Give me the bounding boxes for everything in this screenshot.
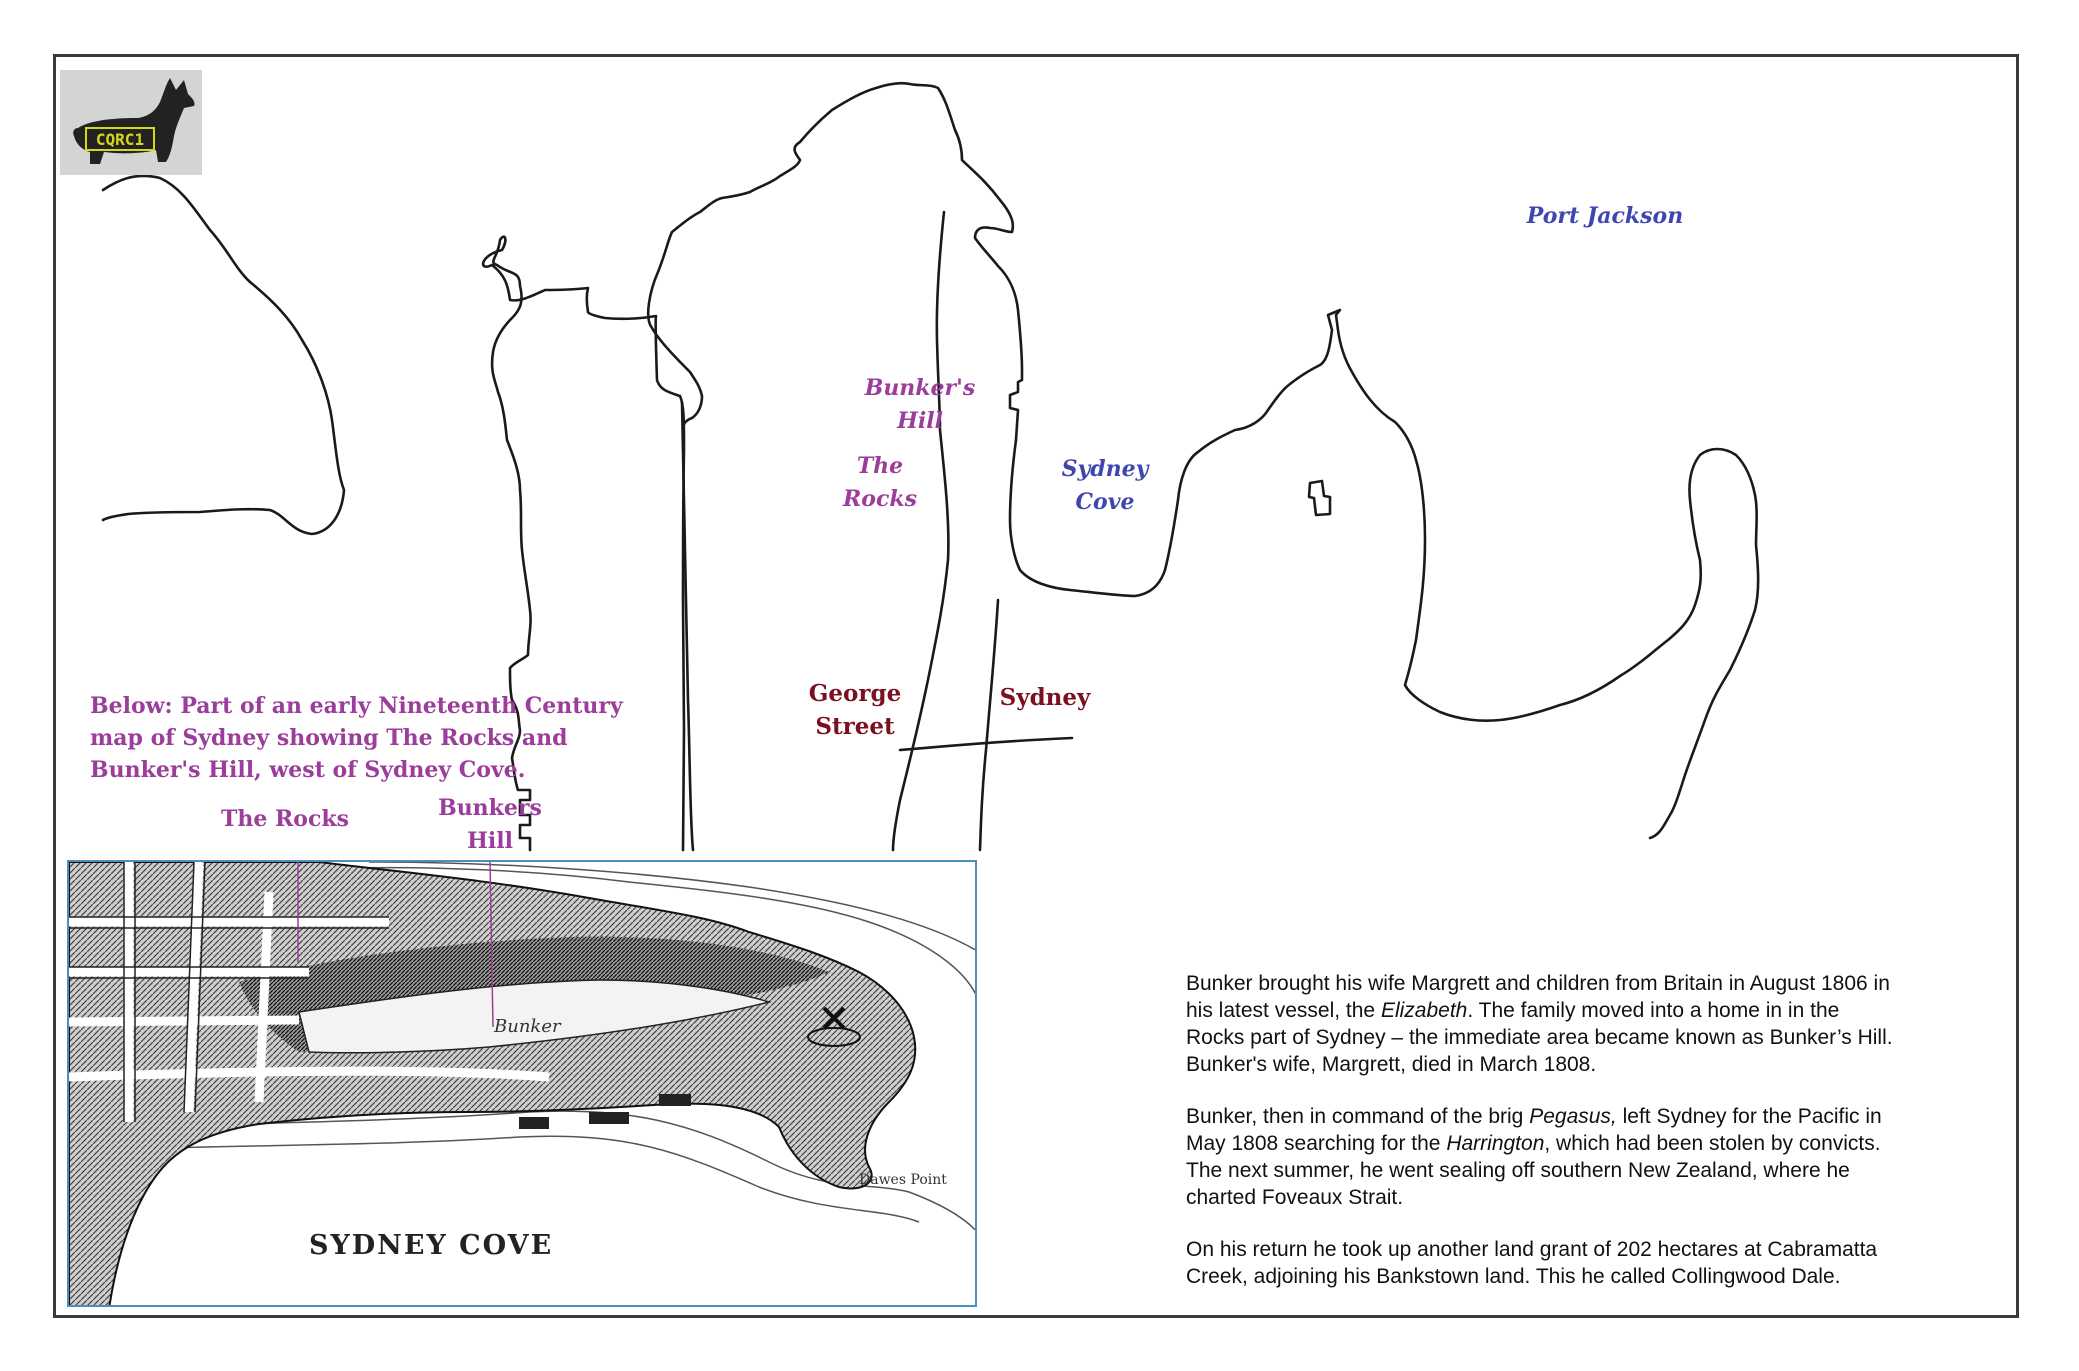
sydney-cove-label: Sydney Cove: [1061, 456, 1149, 515]
story-paragraph-3: On his return he took up another land grant of 202 hectares at Cabramatta Creek, adjoining his Bankstown land. This he called Collingwood Dale.: [1186, 1238, 1878, 1288]
cove-east-coast: [1010, 310, 1758, 838]
bunkers-hill-label: Bunker's Hill: [864, 375, 976, 434]
cqrg-logo: [60, 70, 202, 175]
west-headland-coast: [103, 176, 344, 534]
inset-hill-label: Bunker: [494, 1016, 561, 1037]
the-rocks-label: The Rocks: [843, 453, 917, 512]
inset-caption: Below: Part of an early Nineteenth Century map of Sydney showing The Rocks and Bunker's Hill, west of Sydney Cove.: [90, 693, 623, 783]
story-paragraph-2: Bunker, then in command of the brig Pegasus, left Sydney for the Pacific in May 1808 searching for the Harrington, which had been stolen by convicts. The next summer, he went sealing off southern New Zealand, where he charted Foveaux Strait.: [1186, 1105, 1882, 1209]
historic-map-inset: [67, 860, 977, 1307]
port-jackson-label: Port Jackson: [1526, 203, 1684, 229]
inset-bunkers-hill-label: Bunkers Hill: [438, 795, 542, 854]
george-street-label: George Street: [808, 680, 902, 740]
logo-text: CQRC1: [95, 130, 145, 149]
inset-point-label: Dawes Point: [859, 1172, 947, 1188]
street-north-east: [980, 600, 998, 850]
corgi-dog-icon: [60, 70, 202, 175]
inset-the-rocks-label: The Rocks: [220, 806, 349, 832]
george-street-west-line: [893, 212, 948, 850]
story-paragraph-1: Bunker brought his wife Margrett and children from Britain in August 1806 in his latest vessel, the Elizabeth. The family moved into a home in in the Rocks part of Sydney – the immediate area became known as Bunker’s Hill. Bunker's wife, Margrett, died in March 1808.: [1186, 972, 1893, 1076]
inset-sydney-cove-text: SYDNEY COVE: [309, 1230, 554, 1261]
sydney-label: Sydney: [999, 684, 1091, 711]
story-text: [1186, 970, 2006, 1315]
historic-map-drawing: [69, 862, 977, 1307]
small-island: [1309, 481, 1330, 515]
